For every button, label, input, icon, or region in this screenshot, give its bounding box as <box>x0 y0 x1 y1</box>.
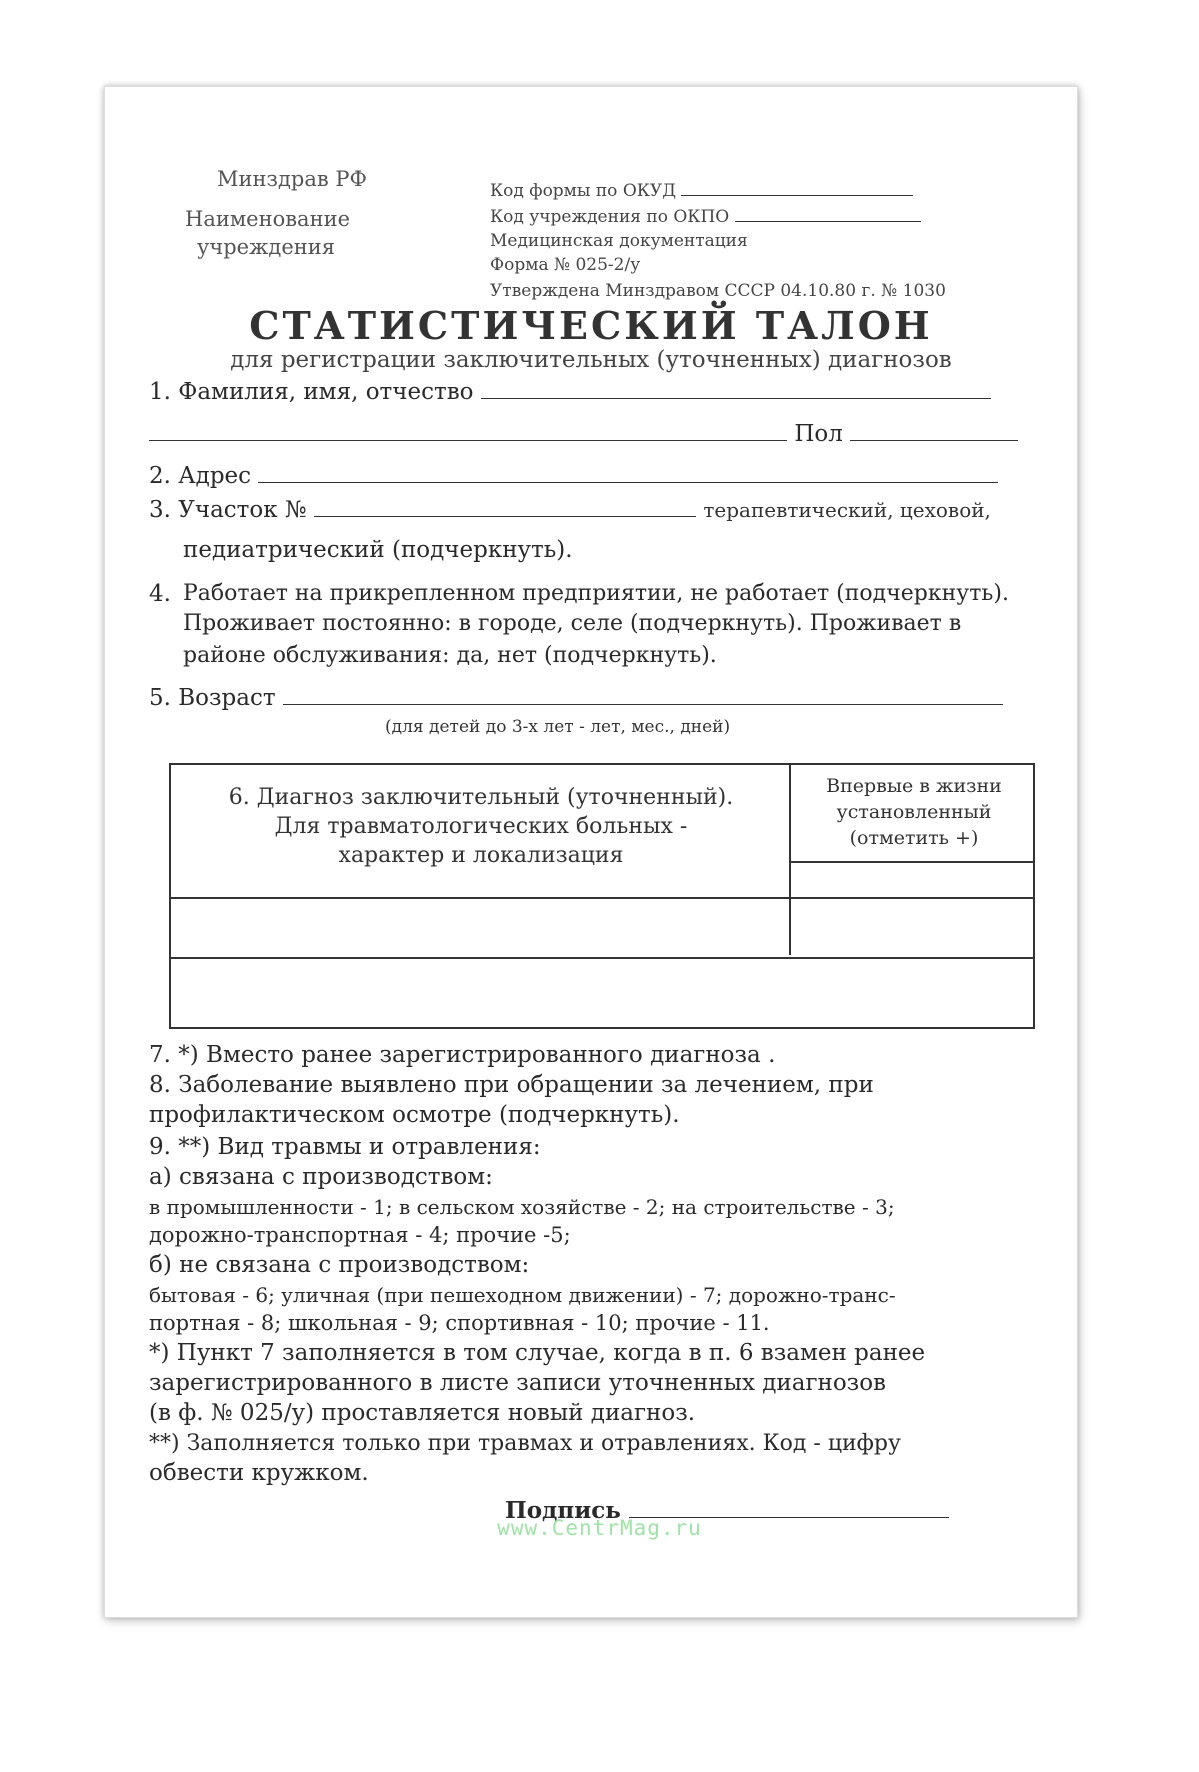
note-line: обвести кружком. <box>149 1460 369 1486</box>
watermark: www.CentrMag.ru <box>497 1516 702 1540</box>
first-time-header-line2: установленный <box>836 801 992 823</box>
age-row <box>149 685 1003 711</box>
form-sheet <box>104 86 1078 1618</box>
sex-label: Пол <box>794 421 843 447</box>
institution-label-1: Наименование <box>185 207 350 231</box>
med-doc-label: Медицинская документация <box>490 231 748 251</box>
age-field[interactable] <box>283 704 1003 705</box>
first-time-header-line3: (отметить +) <box>849 827 979 849</box>
district-types: терапевтический, цеховой, <box>703 498 991 522</box>
first-time-header-line1: Впервые в жизни <box>826 775 1002 797</box>
okud-row <box>490 181 913 201</box>
diagnosis-table <box>169 763 1035 1029</box>
item4-line3: районе обслуживания: да, нет (подчеркнуть). <box>183 643 717 668</box>
diagnosis-header <box>191 783 771 870</box>
age-label: 5. Возраст <box>149 685 276 711</box>
form-subtitle: для регистрации заключительных (уточненных) диагнозов <box>230 347 952 373</box>
note-line: профилактическом осмотре (подчеркнуть). <box>149 1102 680 1128</box>
note-line: а) связана с производством: <box>149 1164 493 1190</box>
diagnosis-cell-2[interactable] <box>171 959 787 1029</box>
note-line: **) Заполняется только при травмах и отравлениях. Код - цифру <box>149 1431 901 1456</box>
sheet-reflection <box>104 1616 1076 1772</box>
form-title: СТАТИСТИЧЕСКИЙ ТАЛОН <box>249 303 933 348</box>
note-line: в промышленности - 1; в сельском хозяйстве - 2; на строительстве - 3; <box>149 1195 895 1219</box>
note-line: зарегистрированного в листе записи уточненных диагнозов <box>149 1370 887 1396</box>
note-line: (в ф. № 025/у) проставляется новый диагноз. <box>149 1400 696 1426</box>
okud-label: Код формы по ОКУД <box>490 181 677 201</box>
district-types-2: педиатрический (подчеркнуть). <box>183 537 573 563</box>
note-line: *) Пункт 7 заполняется в том случае, когда в п. 6 взамен ранее <box>149 1340 926 1366</box>
first-time-header <box>797 773 1031 851</box>
sex-row <box>149 421 1018 447</box>
address-field[interactable] <box>258 482 998 483</box>
district-row <box>149 497 991 523</box>
item4-line2: Проживает постоянно: в городе, селе (подчеркнуть). Проживает в <box>183 611 962 636</box>
institution-label-2: учреждения <box>197 235 336 259</box>
approval-note: Утверждена Минздравом СССР 04.10.80 г. № 1030 <box>490 281 946 301</box>
note-line: бытовая - 6; уличная (при пешеходном движении) - 7; дорожно-транс- <box>149 1283 896 1307</box>
note-line: дорожно-транспортная - 4; прочие -5; <box>149 1223 571 1247</box>
okpo-label: Код учреждения по ОКПО <box>490 207 730 227</box>
form-number: Форма № 025-2/у <box>490 255 641 275</box>
diagnosis-header-line1: 6. Диагноз заключительный (уточненный). <box>228 785 734 810</box>
diagnosis-header-line2: Для травматологических больных - <box>274 814 688 839</box>
first-time-cell-1[interactable] <box>791 863 1033 955</box>
note-line: 9. **) Вид травмы и отравления: <box>149 1134 541 1160</box>
fio-row <box>149 379 991 405</box>
district-field[interactable] <box>314 516 696 517</box>
age-hint: (для детей до 3-х лет - лет, мес., дней) <box>385 717 731 737</box>
note-line: 8. Заболевание выявлено при обращении за лечением, при <box>149 1072 874 1098</box>
okpo-field[interactable] <box>735 221 921 222</box>
address-label: 2. Адрес <box>149 463 252 489</box>
fio-field[interactable] <box>481 398 991 399</box>
note-line: б) не связана с производством: <box>149 1252 530 1278</box>
address-row <box>149 463 998 489</box>
diagnosis-header-line3: характер и локализация <box>338 843 624 868</box>
note-line: портная - 8; школьная - 9; спортивная - 10; прочие - 11. <box>149 1311 770 1335</box>
diagnosis-cell-1[interactable] <box>171 899 787 955</box>
okpo-row <box>490 207 921 227</box>
note-line: 7. *) Вместо ранее зарегистрированного диагноза . <box>149 1042 776 1068</box>
ministry-label: Минздрав РФ <box>217 167 367 191</box>
item4-number: 4. <box>149 581 171 607</box>
item4-line1: Работает на прикрепленном предприятии, не работает (подчеркнуть). <box>183 581 1009 606</box>
fio-label: 1. Фамилия, имя, отчество <box>149 379 474 405</box>
okud-field[interactable] <box>681 195 913 196</box>
signature-label: Подпись <box>505 1497 621 1524</box>
district-label: 3. Участок № <box>149 497 307 523</box>
fio-field-continued[interactable] <box>149 440 787 441</box>
sex-field[interactable] <box>850 440 1018 441</box>
